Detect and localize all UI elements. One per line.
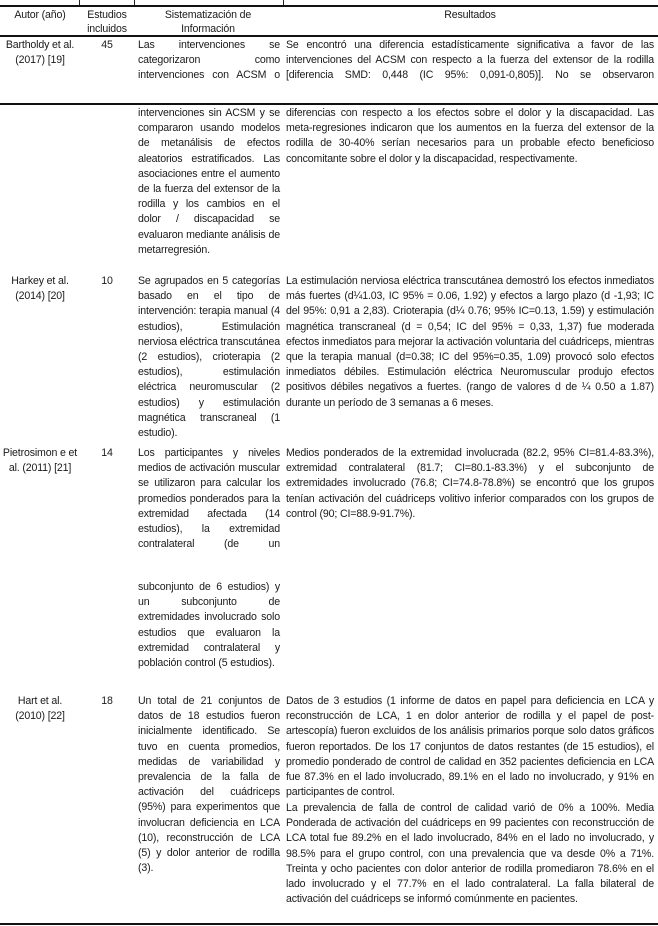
table-row-author: Bartholdy et al. (2017) [19]: [5, 39, 75, 67]
table-row-systematization: Las intervenciones se categorizaron como intervenciones con ACSM o: [138, 39, 280, 82]
table-row-studies: 10: [101, 275, 113, 287]
table-row-results-continued: La prevalencia de falla de control de calidad varió de 0% a 100%. Media Ponderada de activación del cuádriceps en 99 pacientes con reconstrucción de LCA total fue 89.2% en el lado involucrado, 84% en el lado no involucrado, y 98.5% para el grupo control, con una prevalencia que va desde 0% a 71%. Treinta y ocho pacientes con dolor anterior de rodilla promediaron 78.6% en el lado involucrado y el 77.7% en el lado contralateral. La falla bilateral de activación del cuádriceps se informó comúnmente en pacientes.: [286, 802, 654, 906]
table-row-systematization: Los participantes y niveles medios de activación muscular se utilizaron para calcular los promedios ponderados para la extremidad afectada (14 estudios), la extremidad contralateral (de un: [138, 447, 280, 551]
table-row-results: La estimulación nerviosa eléctrica transcutánea demostró los efectos inmediatos más fuertes (d¼1.03, IC 95% = 0.06, 1.92) y efectos a largo plazo (d -1,93; IC del 95%: 0,91 a 2,83). Crioterapia (d¼ 0.76; 95% IC=0.13, 1.59) y estimulación magnética transcraneal (d = 0,54; IC del 95% = 0,33, 1,37) fue moderada efectos inmediatos para mejorar la activación voluntaria del cuádriceps, mientras que la terapia manual (d=0.38; IC del 95%=0.35, 1.09) provocó solo efectos inmediatos débiles. Estimulación eléctrica Neuromuscular produjo efectos positivos débiles negativos a fuertes. (rango de valores d de ¼ 0.50 a 1.87) durante un período de 3 semanas a 6 meses.: [286, 275, 654, 409]
table-row-systematization: Un total de 21 conjuntos de datos de 18 estudios fueron inicialmente identificado. Se tuvo en cuenta promedios, medidas de variabilidad y prevalencia de la falla de activación del cuádriceps (95%) para experimentos que involucran deficiencia en LCA (10), reconstrucción de LCA (5) y dolor anterior de rodilla (3).: [138, 695, 280, 875]
table-row-author: Pietrosimon e et al. (2011) [21]: [2, 447, 78, 475]
header-systematization: Sistematización de Información: [164, 9, 252, 35]
table-row-systematization-continued: intervenciones sin ACSM y se compararon usando modelos de metanálisis de efectos aleatorios estratificados. Las asociaciones entre el aumento de la fuerza del extensor de la rodilla y los cambios en el dolor / discapacidad se evaluaron mediante análisis de metarregresión.: [138, 107, 280, 256]
table-top-border: [0, 5, 658, 7]
header-author: Autor (año): [14, 9, 66, 21]
table-bottom-border: [0, 923, 658, 925]
table-row-studies: 18: [101, 695, 113, 707]
table-row-studies: 45: [101, 39, 113, 51]
table-row-systematization-continued: subconjunto de 6 estudios) y un subconjunto de extremidades involucrado solo estudios que evaluaron la extremidad contralateral y población control (5 estudios).: [138, 581, 280, 670]
table-row-author: Harkey et al. (2014) [20]: [11, 275, 69, 303]
header-studies: Estudios incluidos: [87, 9, 127, 35]
page-break-border: [0, 103, 658, 105]
table-row-results: Datos de 3 estudios (1 informe de datos en papel para deficiencia en LCA y reconstrucción de LCA, 1 en dolor anterior de rodilla y el papel de post-artescopía) fueron excluidos de los análisis primarios porque solo datos gráficos fueron reportados. De los 17 conjuntos de datos restantes (de 15 estudios), el promedio ponderado de control de calidad en 352 pacientes deficiencia en LCA fue 87.3% en el lado involucrado, 89.1% en el lado no involucrado, y 91% en participantes de control.: [286, 695, 654, 799]
table-row-results: Medios ponderados de la extremidad involucrada (82.2, 95% CI=81.4-83.3%), extremidad contralateral (81.7; CI=80.1-83.3%) y el subconjunto de extremidades involucrado (76.8; CI=74.8-78.8%) se encontró que los grupos tenían activación del cuádriceps volitivo inferior comparados con los grupos de control (90; CI=88.9-91.7%).: [286, 447, 654, 520]
header-results: Resultados: [444, 9, 496, 21]
table-row-results-continued: diferencias con respecto a los efectos sobre el dolor y la discapacidad. Las meta-regresiones indicaron que los aumentos en la fuerza del extensor de la rodilla de 30-40% serían necesarios para un probable efecto beneficioso concomitante sobre el dolor y la discapacidad, respectivamente.: [286, 107, 654, 165]
header-bottom-border: [0, 35, 658, 37]
table-row-author: Hart et al. (2010) [22]: [15, 695, 65, 723]
table-row-systematization: Se agrupados en 5 categorías basado en el tipo de intervención: terapia manual (4 estudios), Estimulación nerviosa eléctrica transcutánea (2 estudios), crioterapia (2 estudios), estimulación eléctrica neuromuscular (2 estudios) y estimulación magnética transcraneal (1 estudio).: [138, 275, 280, 440]
table-row-results: Se encontró una diferencia estadísticamente significativa a favor de las intervenciones del ACSM con respecto a la fuerza del extensor de la rodilla [diferencia SMD: 0,448 (IC 95%: 0,091-0,805)]. No se observaron: [286, 39, 654, 82]
table-row-studies: 14: [101, 447, 113, 459]
